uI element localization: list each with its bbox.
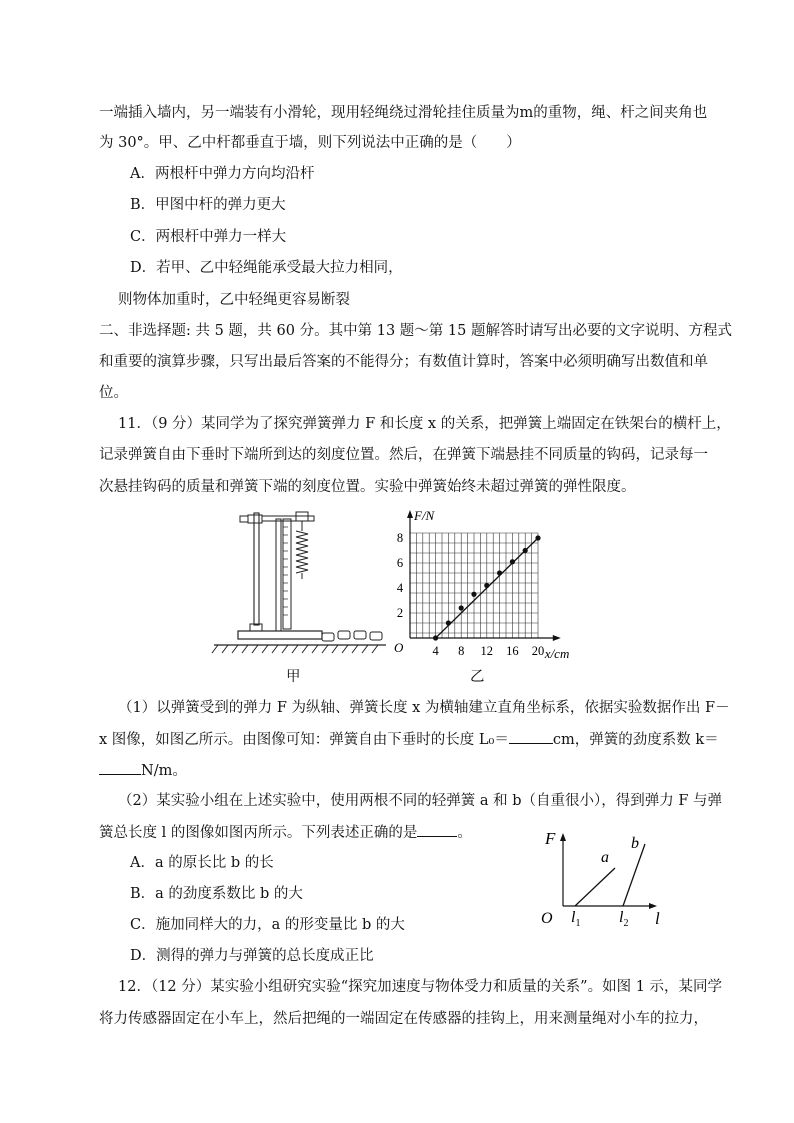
data-point <box>433 635 438 640</box>
data-point <box>535 535 540 540</box>
x-tick-label: 20 <box>531 644 545 658</box>
answer-blank-choice[interactable] <box>417 822 457 837</box>
section2-line2: 和重要的演算步骤，只写出最后答案的不能得分；有数值计算时，答案中必须明确写出数值和单 <box>99 354 708 370</box>
q11-line2: 记录弹簧自由下垂时下端所到达的刻度位置。然后，在弹簧下端悬挂不同质量的钩码，记录每一 <box>99 447 708 463</box>
x-tick-label: $l_1$ <box>571 909 581 929</box>
q11-line1: 11．（9 分）某同学为了探究弹簧弹力 F 和长度 x 的关系，把弹簧上端固定在铁架台的横杆上， <box>118 416 731 432</box>
q11-part2-text: 簧总长度 l 的图像如图丙所示。下列表述正确的是 <box>99 825 418 841</box>
q11-part2-option-c: C．施加同样大的力，a 的形变量比 b 的大 <box>130 917 405 933</box>
q10-option-d-cont: 则物体加重时，乙中轻绳更容易断裂 <box>118 292 350 308</box>
q11-part1-text: x 图像，如图乙所示。由图像可知：弹簧自由下垂时的长度 L₀＝ <box>99 732 509 748</box>
series-label-b: b <box>631 835 639 852</box>
q11-part2-option-b: B．a 的劲度系数比 b 的大 <box>130 886 303 902</box>
q11-part1-text2: cm，弹簧的劲度系数 k＝ <box>552 732 719 748</box>
q10-line2: 为 30°。甲、乙中杆都垂直于墙，则下列说法中正确的是（ ） <box>99 135 521 151</box>
figure-yi-f-x-chart <box>380 500 625 670</box>
q12-line1: 12．（12 分）某实验小组研究实验“探究加速度与物体受力和质量的关系”。如图 1 示，某同学 <box>118 979 723 995</box>
x-tick-label: 8 <box>458 644 465 658</box>
y-axis-label: F <box>545 829 556 848</box>
data-point <box>523 548 528 553</box>
section2-line3: 位。 <box>99 385 128 401</box>
q11-part1-unit: N/m。 <box>141 763 187 779</box>
q11-part1-line2 <box>99 729 719 750</box>
answer-blank-k[interactable] <box>99 760 141 775</box>
series-label-a: a <box>601 849 609 866</box>
figure-jia-caption: 甲 <box>286 669 301 685</box>
figure-bing-f-l-chart <box>535 822 670 932</box>
data-point <box>471 592 476 597</box>
data-point <box>497 570 502 575</box>
y-axis-arrow <box>560 833 566 841</box>
x-tick-label: 4 <box>432 644 439 658</box>
q11-part2-line2 <box>99 822 472 843</box>
figure-jia-apparatus <box>210 505 390 655</box>
line-a <box>575 868 615 906</box>
origin-label: O <box>541 910 553 927</box>
q11-part2-option-d: D．测得的弹力与弹簧的总长度成正比 <box>130 948 374 964</box>
data-point <box>510 559 515 564</box>
q11-part2-option-a: A．a 的原长比 b 的长 <box>130 855 274 871</box>
data-point <box>446 620 451 625</box>
q11-line3: 次悬挂钩码的质量和弹簧下端的刻度位置。实验中弹簧始终未超过弹簧的弹性限度。 <box>99 479 636 495</box>
section2-line1: 二、非选择题: 共 5 题，共 60 分。其中第 13 题～第 15 题解答时请写出必要的文字说明、方程式 <box>99 323 732 339</box>
origin-label: O <box>394 640 404 655</box>
y-tick-label: 4 <box>396 581 404 595</box>
data-point <box>484 583 489 588</box>
q11-part1-line3 <box>99 760 187 781</box>
figure-yi-caption: 乙 <box>470 669 485 685</box>
q10-option-c: C．两根杆中弹力一样大 <box>130 229 287 245</box>
q10-line1: 一端插入墙内，另一端装有小滑轮，现用轻绳绕过滑轮挂住质量为m的重物，绳、杆之间夹角也 <box>99 105 708 121</box>
y-tick-label: 8 <box>396 531 404 545</box>
q10-option-a: A．两根杆中弹力方向均沿杆 <box>130 166 315 182</box>
y-axis-label: F/N <box>414 508 435 523</box>
y-axis-arrow <box>407 510 413 518</box>
q11-part1-line1: （1）以弹簧受到的弹力 F 为纵轴、弹簧长度 x 为横轴建立直角坐标系，依据实验数据作出 F－ <box>118 700 730 716</box>
q11-part2-end: 。 <box>457 825 472 841</box>
x-tick-label: 16 <box>506 644 519 658</box>
x-tick-label: 12 <box>480 644 494 658</box>
data-point <box>459 605 464 610</box>
x-axis-arrow <box>553 635 561 641</box>
q11-part2-line1: （2）某实验小组在上述实验中，使用两根不同的轻弹簧 a 和 b（自重很小），得到弹力 F 与弹 <box>118 793 723 809</box>
y-tick-label: 6 <box>396 556 404 570</box>
q10-option-d: D．若甲、乙中轻绳能承受最大拉力相同， <box>130 260 403 276</box>
x-axis-label: x/cm <box>544 646 570 661</box>
x-tick-label: $l_2$ <box>619 909 629 929</box>
answer-blank-l0[interactable] <box>509 729 553 744</box>
x-axis-label: l <box>655 909 660 928</box>
q10-option-b: B．甲图中杆的弹力更大 <box>130 197 286 213</box>
y-tick-label: 2 <box>396 606 404 620</box>
line-b <box>623 844 645 906</box>
q12-line2: 将力传感器固定在小车上，然后把绳的一端固定在传感器的挂钩上，用来测量绳对小车的拉力， <box>99 1011 708 1027</box>
